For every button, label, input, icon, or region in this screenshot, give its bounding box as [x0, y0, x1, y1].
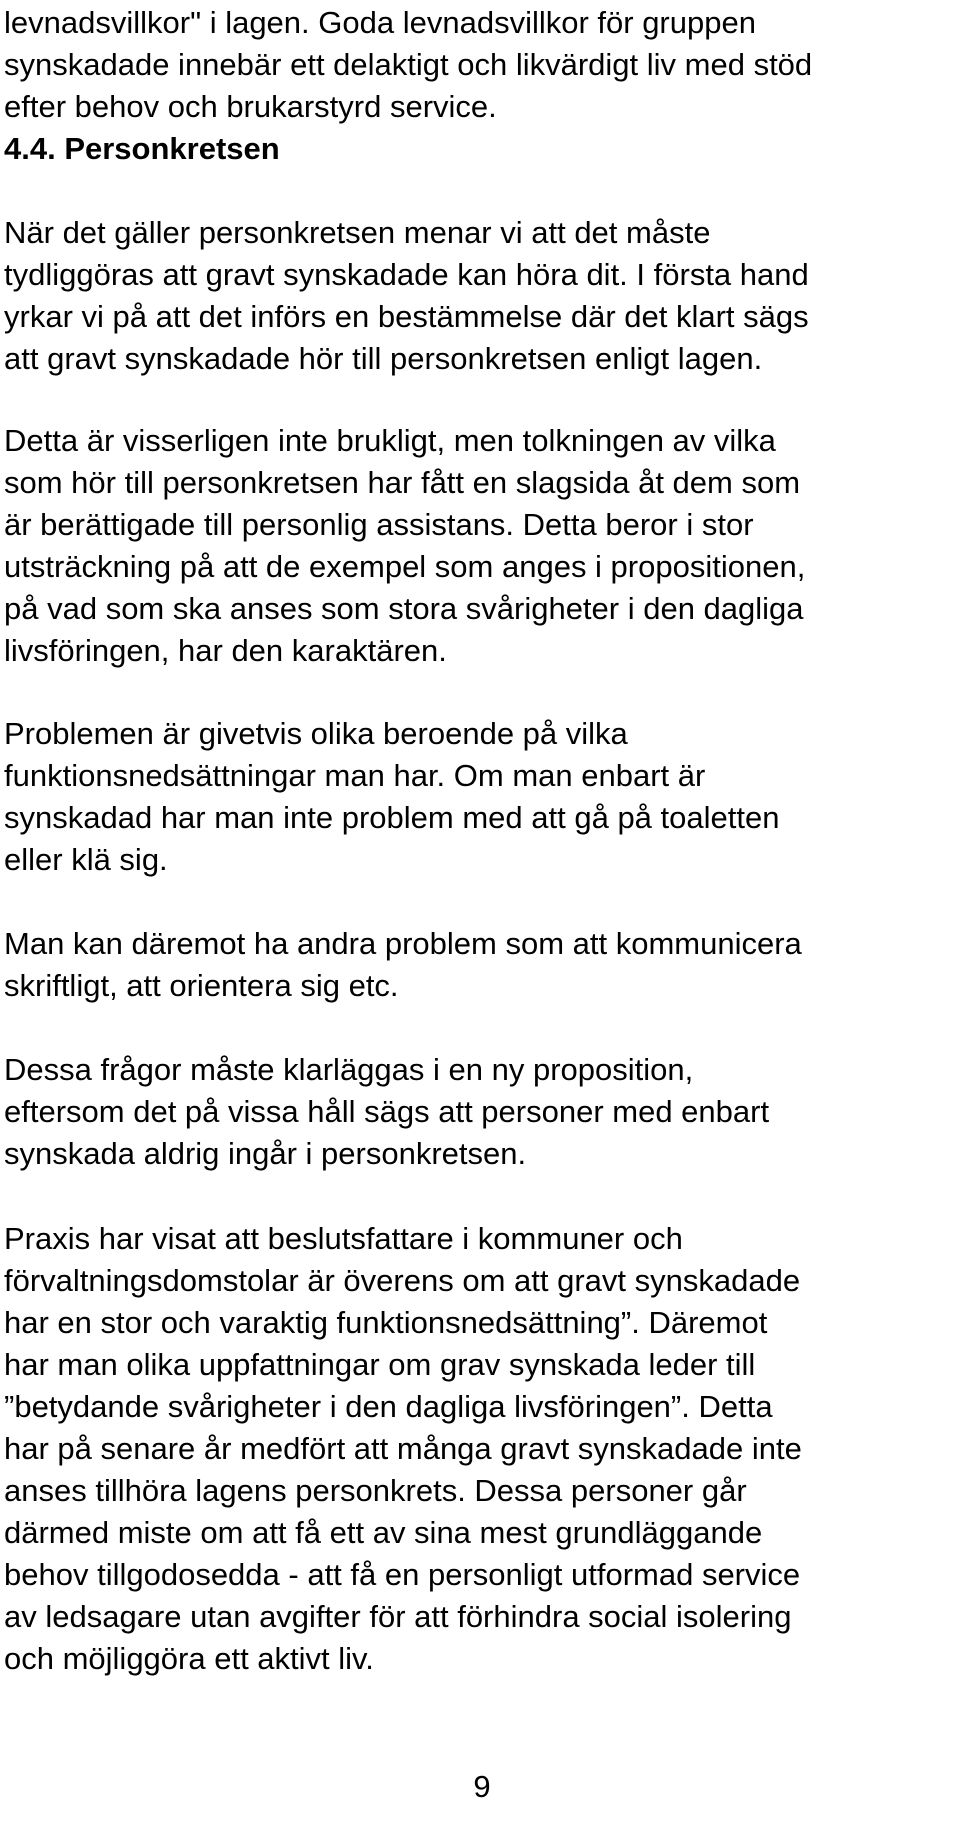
text-line: på vad som ska anses som stora svårigheter i den dagliga	[4, 591, 804, 626]
text-line: Problemen är givetvis olika beroende på vilka	[4, 716, 628, 751]
text-line: livsföringen, har den karaktären.	[4, 633, 447, 668]
section-heading: 4.4. Personkretsen	[4, 131, 280, 166]
text-line: eller klä sig.	[4, 842, 168, 877]
text-line: av ledsagare utan avgifter för att förhindra social isolering	[4, 1599, 792, 1634]
text-line: att gravt synskadade hör till personkretsen enligt lagen.	[4, 341, 763, 376]
paragraph-4	[4, 923, 944, 1007]
paragraph-2	[4, 420, 944, 672]
paragraph-1	[4, 212, 944, 380]
text-line: Detta är visserligen inte brukligt, men tolkningen av vilka	[4, 423, 776, 458]
text-line: utsträckning på att de exempel som anges i propositionen,	[4, 549, 806, 584]
paragraph-5	[4, 1049, 944, 1175]
text-line: förvaltningsdomstolar är överens om att gravt synskadade	[4, 1263, 801, 1298]
text-line: tydliggöras att gravt synskadade kan höra dit. I första hand	[4, 257, 809, 292]
text-line: Man kan däremot ha andra problem som att kommunicera	[4, 926, 802, 961]
text-line: yrkar vi på att det införs en bestämmelse där det klart sägs	[4, 299, 809, 334]
text-line: har på senare år medfört att många gravt synskadade inte	[4, 1431, 802, 1466]
text-line: Dessa frågor måste klarläggas i en ny proposition,	[4, 1052, 694, 1087]
text-line: därmed miste om att få ett av sina mest grundläggande	[4, 1515, 763, 1550]
text-line: har man olika uppfattningar om grav synskada leder till	[4, 1347, 756, 1382]
text-line: ”betydande svårigheter i den dagliga livsföringen”. Detta	[4, 1389, 773, 1424]
paragraph-3	[4, 713, 944, 881]
text-line: behov tillgodosedda - att få en personligt utformad service	[4, 1557, 801, 1592]
text-line: skriftligt, att orientera sig etc.	[4, 968, 399, 1003]
text-line: eftersom det på vissa håll sägs att personer med enbart	[4, 1094, 770, 1129]
text-line: När det gäller personkretsen menar vi att det måste	[4, 215, 711, 250]
text-line: synskada aldrig ingår i personkretsen.	[4, 1136, 527, 1171]
text-line: synskadad har man inte problem med att gå på toaletten	[4, 800, 780, 835]
text-line: levnadsvillkor" i lagen. Goda levnadsvillkor för gruppen	[4, 5, 756, 40]
text-line: funktionsnedsättningar man har. Om man enbart är	[4, 758, 706, 793]
page-number: 9	[473, 1769, 491, 1804]
text-line: har en stor och varaktig funktionsnedsättning”. Däremot	[4, 1305, 768, 1340]
text-line: anses tillhöra lagens personkrets. Dessa personer går	[4, 1473, 747, 1508]
text-line: och möjliggöra ett aktivt liv.	[4, 1641, 374, 1676]
text-line: som hör till personkretsen har fått en slagsida åt dem som	[4, 465, 801, 500]
text-line: efter behov och brukarstyrd service.	[4, 89, 497, 124]
text-line: Praxis har visat att beslutsfattare i kommuner och	[4, 1221, 683, 1256]
intro-paragraph	[4, 2, 944, 170]
text-line: synskadade innebär ett delaktigt och likvärdigt liv med stöd	[4, 47, 813, 82]
paragraph-6	[4, 1218, 944, 1680]
text-line: är berättigade till personlig assistans. Detta beror i stor	[4, 507, 754, 542]
